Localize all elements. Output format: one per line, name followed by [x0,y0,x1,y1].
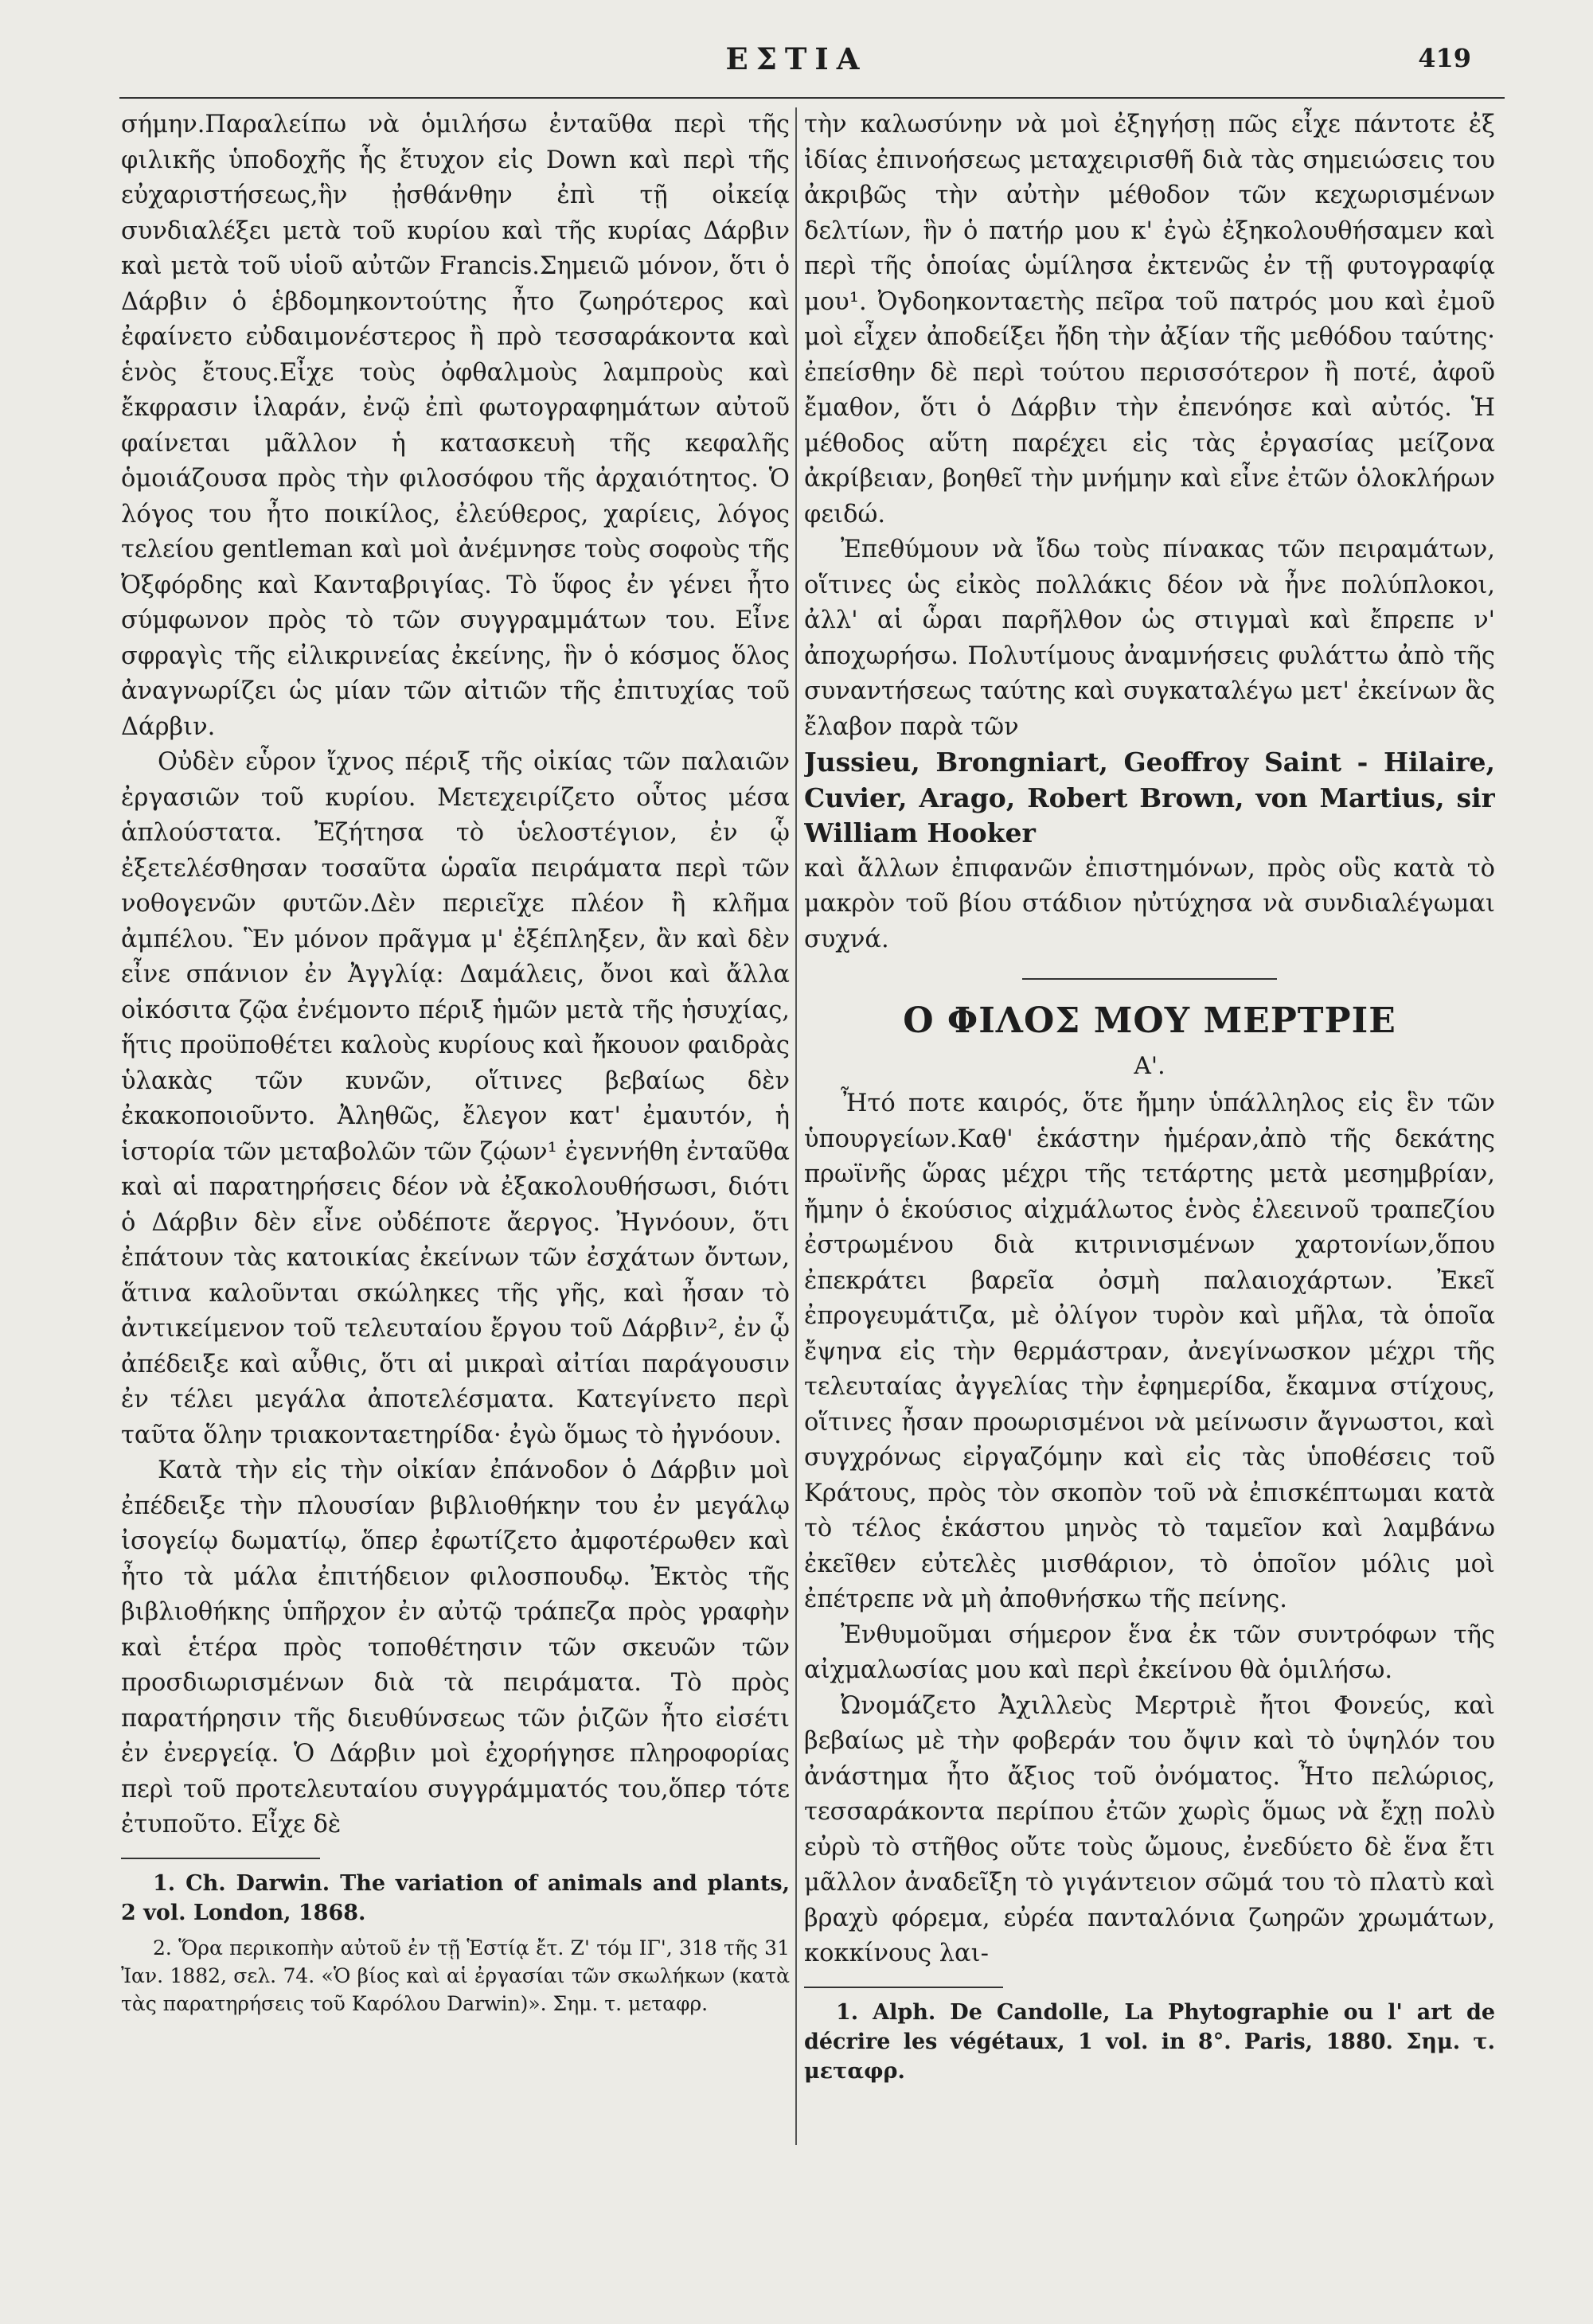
paragraph: Ἦτό ποτε καιρός, ὅτε ἤμην ὑπάλληλος εἰς ἓν τῶν ὑπουργείων.Καθ' ἑκάστην ἡμέραν,ἀπὸ τῆς δεκάτης πρωϊνῆς ὥρας μέχρι τῆς τετάρτης μετὰ μεσημβρίαν, ἤμην ὁ ἑκούσιος αἰχμάλωτος ἑνὸς ἐλεεινοῦ τραπεζίου ἐστρωμένου διὰ κιτρινισμένων χαρτονίων,ὅπου ἐπεκράτει βαρεῖα ὀσμὴ παλαιοχάρτων. Ἐκεῖ ἐπρογευμάτιζα, μὲ ὀλίγον τυρὸν καὶ μῆλα, τὰ ὁποῖα ἔψηνα εἰς τὴν θερμάστραν, ἀνεγίνωσκον μέχρι τῆς τελευταίας ἀγγελίας τὴν ἐφημερίδα, ἔκαμνα στίχους, οἵτινες ἦσαν προωρισμένοι νὰ μείνωσιν ἄγνωστοι, καὶ συγχρόνως εἰργαζόμην καὶ εἰς τὰς ὑποθέσεις τοῦ Κράτους, πρὸς τὸν σκοπὸν τοῦ νὰ ἐπισκέπτωμαι κατὰ τὸ τέλος ἑκάστου μηνὸς τὸ ταμεῖον καὶ λαμβάνω ἐκεῖθεν εὐτελὲς μισθάριον, τὸ ὁποῖον μόλις μοὶ ἐπέτρεπε νὰ μὴ ἀποθνήσκω τῆς πείνης. [804,1090,1495,1613]
footnote: 1. Ch. Darwin. The variation of animals and plants, 2 vol. London, 1868. [121,1870,790,1925]
column-divider [795,107,797,2145]
article-title: Ο ΦΙΛΟΣ ΜΟΥ ΜΕΡΤΡΙΕ [903,1000,1396,1041]
article-rule [1022,978,1277,980]
footnote-rule [804,1987,1003,1988]
footnote-rule [121,1858,320,1859]
paragraph: Ἐπεθύμουν νὰ ἴδω τοὺς πίνακας τῶν πειραμάτων, οἵτινες ὡς εἰκὸς πολλάκις δέον νὰ ἦνε πολύπλοκοι, ἀλλ' αἱ ὧραι παρῆλθον ὡς στιγμαὶ καὶ ἔπρεπε ν' ἀποχωρήσω. Πολυτίμους ἀναμνήσεις φυλάττω ἀπὸ τῆς συναντήσεως ταύτης καὶ συγκαταλέγω μετ' ἐκείνων ἃς ἔλαβον παρὰ τῶν [804,536,1495,741]
paragraph: Οὐδὲν εὗρον ἴχνος πέριξ τῆς οἰκίας τῶν παλαιῶν ἐργασιῶν τοῦ κυρίου. Μετεχειρίζετο οὗτος μέσα ἁπλούστατα. Ἐζήτησα τὸ ὑελοστέγιον, ἐν ᾧ ἐξετελέσθησαν τοσαῦτα ὡραῖα πειράματα περὶ τῶν νοθογενῶν φυτῶν.Δὲν περιεῖχε πλέον ἢ κλῆμα ἀμπέλου. Ἓν μόνον πρᾶγμα μ' ἐξέπληξεν, ἂν καὶ δὲν εἶνε σπάνιον ἐν Ἀγγλίᾳ: Δαμάλεις, ὄνοι καὶ ἄλλα οἰκόσιτα ζῷα ἐνέμοντο πέριξ ἡμῶν μετὰ τῆς ἡσυχίας, ἥτις προϋποθέτει καλοὺς κυρίους καὶ ἤκουον φαιδρὰς ὑλακὰς τῶν κυνῶν, οἵτινες βεβαίως δὲν ἐκακοποιοῦντο. Ἀληθῶς, ἔλεγον κατ' ἐμαυτόν, ἡ ἱστορία τῶν μεταβολῶν τῶν ζῴων¹ ἐγεννήθη ἐνταῦθα καὶ αἱ παρατηρήσεις δέον νὰ ἐξακολουθήσωσι, διότι ὁ Δάρβιν δὲν εἶνε οὐδέποτε ἄεργος. Ἠγνόουν, ὅτι ἐπάτουν τὰς κατοικίας ἐκείνων τῶν ἐσχάτων ὄντων, ἅτινα καλοῦνται σκώληκες τῆς γῆς, καὶ ἦσαν τὸ ἀντικείμενον τοῦ τελευταίου ἔργου τοῦ Δάρβιν², ἐν ᾧ ἀπέδειξε καὶ αὖθις, ὅτι αἱ μικραὶ αἰτίαι παράγουσιν ἐν τέλει μεγάλα ἀποτελέσματα. Κατεγίνετο περὶ ταῦτα ὅλην τριακονταετηρίδα· ἐγὼ ὅμως τὸ ἠγνόουν. [121,748,790,1449]
journal-title: ΕΣΤΙΑ [725,41,868,76]
paragraph: Ὠνομάζετο Ἀχιλλεὺς Μερτριὲ ἤτοι Φονεύς, καὶ βεβαίως μὲ τὴν φοβεράν του ὄψιν καὶ τὸ ὑψηλόν του ἀνάστημα ἦτο ἄξιος τοῦ ὀνόματος. Ἦτο πελώριος, τεσσαράκοντα περίπου ἐτῶν χωρὶς ὅμως νὰ ἔχῃ πολὺ εὐρὺ τὸ στῆθος οὔτε τοὺς ὤμους, ἐνεδύετο δὲ ἕνα ἔτι μᾶλλον ἀναδεῖξη τὸ γιγάντειον σῶμά του τὸ πλατὺ καὶ βραχὺ φόρεμα, εὐρέα πανταλόνια ζωηρῶν χρωμάτων, κοκκίνους λαι- [804,1691,1495,1967]
paragraph: Ἐνθυμοῦμαι σήμερον ἕνα ἐκ τῶν συντρόφων τῆς αἰχμαλωσίας μου καὶ περὶ ἐκείνου θὰ ὁμιλήσω. [804,1620,1495,1684]
paragraph: καὶ ἄλλων ἐπιφανῶν ἐπιστημόνων, πρὸς οὓς κατὰ τὸ μακρὸν τοῦ βίου στάδιον ηὐτύχησα νὰ συνδιαλέγωμαι συχνά. [804,854,1495,953]
footnote: 2. Ὅρα περικοπὴν αὐτοῦ ἐν τῇ Ἑστίᾳ ἔτ. Ζ' τόμ ΙΓ', 318 τῆς 31 Ἰαν. 1882, σελ. 74. «Ὁ βίος καὶ αἱ ἐργασίαι τῶν σκωλήκων (κατὰ τὰς παρατηρήσεις τοῦ Καρόλου Darwin)». Σημ. τ. μεταφρ. [121,1936,790,2015]
footnote: 1. Alph. De Candolle, La Phytographie ou l' art de décrire les végétaux, 1 vol. in 8°. Paris, 1880. Σημ. τ. μεταφρ. [804,1999,1495,2084]
header-rule [119,97,1505,99]
right-column [804,107,1495,2288]
scientist-names: Jussieu, Brongniart, Geoffroy Saint - Hilaire, Cuvier, Arago, Robert Brown, von Martius, sir William Hooker [804,747,1495,848]
paragraph: Κατὰ τὴν εἰς τὴν οἰκίαν ἐπάνοδον ὁ Δάρβιν μοὶ ἐπέδειξε τὴν πλουσίαν βιβλιοθήκην του ἐν μεγάλῳ ἰσογείῳ δωματίῳ, ὅπερ ἐφωτίζετο ἀμφοτέρωθεν καὶ ἦτο τὰ μάλα ἐπιτήδειον φιλοσπουδῳ. Ἐκτὸς τῆς βιβλιοθήκης ὑπῆρχον ἐν αὐτῷ τράπεζα πρὸς γραφὴν καὶ ἑτέρα πρὸς τοποθέτησιν τῶν σκευῶν τῶν προσδιωρισμένων διὰ τὰ πειράματα. Τὸ πρὸς παρατήρησιν τῆς διευθύνσεως τῶν ῥιζῶν ἦτο εἰσέτι ἐν ἐνεργείᾳ. Ὁ Δάρβιν μοὶ ἐχορήγησε πληροφορίας περὶ τοῦ προτελευταίου συγγράμματός του,ὅπερ τότε ἐτυποῦτο. Εἶχε δὲ [121,1456,790,1839]
paragraph: σήμην.Παραλείπω νὰ ὁμιλήσω ἐνταῦθα περὶ τῆς φιλικῆς ὑποδοχῆς ἧς ἔτυχον εἰς Down καὶ περὶ τῆς εὐχαριστήσεως,ἣν ᾐσθάνθην ἐπὶ τῇ οἰκείᾳ συνδιαλέξει μετὰ τοῦ κυρίου καὶ τῆς κυρίας Δάρβιν καὶ μετὰ τοῦ υἱοῦ αὐτῶν Francis.Σημειῶ μόνον, ὅτι ὁ Δάρβιν ὁ ἑβδομηκοντούτης ἦτο ζωηρότερος καὶ ἐφαίνετο εὐδαιμονέστερος ἢ πρὸ τεσσαράκοντα καὶ ἑνὸς ἔτους.Εἶχε τοὺς ὀφθαλμοὺς λαμπροὺς καὶ ἔκφρασιν ἱλαράν, ἐνῷ ἐπὶ φωτογραφημάτων αὐτοῦ φαίνεται μᾶλλον ἡ κατασκευὴ τῆς κεφαλῆς ὁμοιάζουσα πρὸς τὴν φιλοσόφου τῆς ἀρχαιότητος. Ὁ λόγος του ἦτο ποικίλος, ἐλεύθερος, χαρίεις, λόγος τελείου gentleman καὶ μοὶ ἀνέμνησε τοὺς σοφοὺς τῆς Ὀξφόρδης καὶ Κανταβριγίας. Τὸ ὕφος ἐν γένει ἦτο σύμφωνον πρὸς τὸ τῶν συγγραμμάτων του. Εἶνε σφραγὶς τῆς εἰλικρινείας ἐκείνης, ἣν ὁ κόσμος ὅλος ἀναγνωρίζει ὡς μίαν τῶν αἰτιῶν τῆς ἐπιτυχίας τοῦ Δάρβιν. [121,111,790,741]
left-column [121,107,790,2288]
page-number: 419 [1418,43,1471,73]
paragraph: τὴν καλωσύνην νὰ μοὶ ἐξηγήσῃ πῶς εἶχε πάντοτε ἐξ ἰδίας ἐπινοήσεως μεταχειρισθῆ διὰ τὰς σημειώσεις του ἀκριβῶς τὴν αὐτὴν μέθοδον τῶν κεχωρισμένων δελτίων, ἣν ὁ πατήρ μου κ' ἐγὼ ἐξηκολουθήσαμεν καὶ περὶ τῆς ὁποίας ὡμίλησα ἐκτενῶς ἐν τῇ φυτογραφίᾳ μου¹. Ὀγδοηκονταετὴς πεῖρα τοῦ πατρός μου καὶ ἐμοῦ μοὶ εἶχεν ἀποδείξει ἤδη τὴν ἀξίαν τῆς μεθόδου ταύτης· ἐπείσθην δὲ περὶ τούτου περισσότερον ἢ ποτέ, ἀφοῦ ἔμαθον, ὅτι ὁ Δάρβιν τὴν ἐπενόησε καὶ αὐτός. Ἡ μέθοδος αὕτη παρέχει εἰς τὰς ἐργασίας μείζονα ἀκρίβειαν, βοηθεῖ τὴν μνήμην καὶ εἶνε ἐτῶν ὁλοκλήρων φειδώ. [804,111,1495,528]
article-section: Α'. [1134,1052,1165,1080]
